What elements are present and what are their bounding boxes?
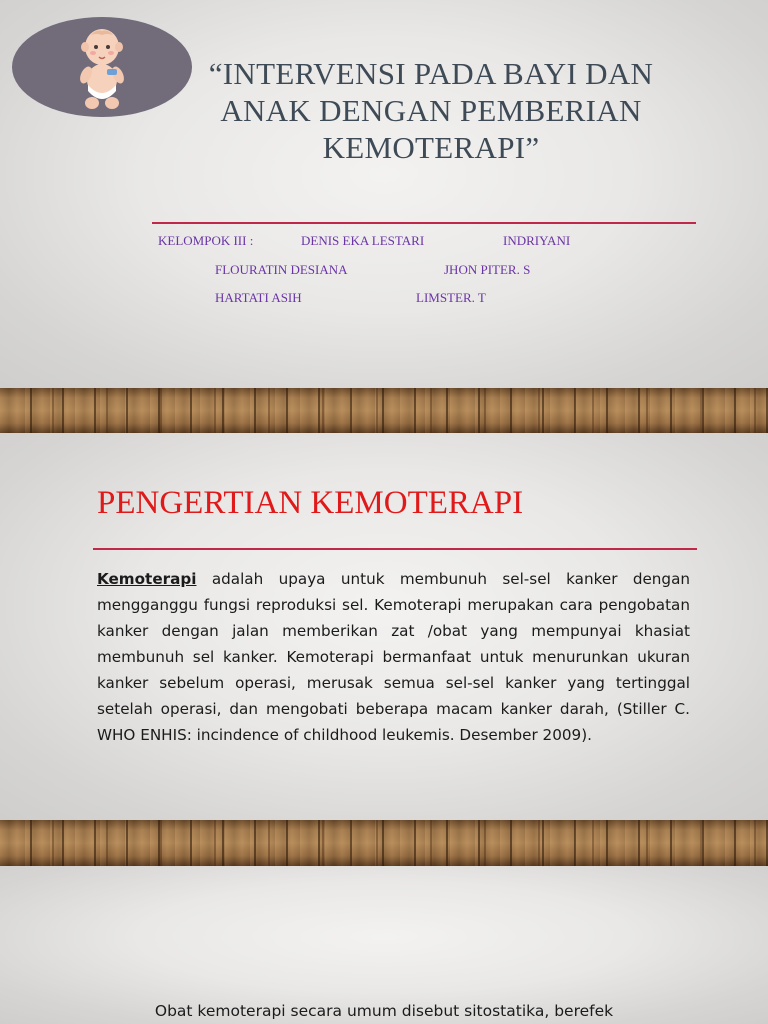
member-name: HARTATI ASIH	[215, 290, 302, 305]
wood-floor-band	[0, 820, 768, 866]
body-text: Obat kemoterapi secara umum disebut sitostatika, berefek	[154, 1002, 614, 1020]
member-name: JHON PITER. S	[444, 262, 531, 277]
title-slide	[0, 0, 768, 388]
definition-slide	[0, 433, 768, 820]
definition-paragraph	[97, 566, 690, 748]
member-name: LIMSTER. T	[416, 290, 486, 305]
divider-line	[93, 548, 697, 550]
member-name: INDRIYANI	[503, 233, 571, 248]
logo-ellipse	[12, 17, 192, 117]
member-name: DENIS EKA LESTARI	[301, 233, 425, 248]
member-name: FLOURATIN DESIANA	[215, 262, 348, 277]
term-highlight: Kemoterapi	[97, 570, 197, 588]
content-slide	[0, 866, 768, 1024]
definition-body: adalah upaya untuk membunuh sel-sel kanker dengan mengganggu fungsi reproduksi sel. Kemoterapi merupakan cara pengobatan kanker dengan jalan memberikan zat /obat yang mempunyai khasiat membunuh sel kanker. Kemoterapi bermanfaat untuk menurunkan ukuran kanker sebelum operasi, merusak semua sel-sel kanker yang tertinggal setelah operasi, dan mengobati beberapa macam kanker darah, (Stiller C. WHO ENHIS: incindence of childhood leukemis. Desember 2009).	[97, 570, 690, 744]
presentation-title: “INTERVENSI PADA BAYI DAN ANAK DENGAN PEMBERIAN KEMOTERAPI”	[208, 56, 654, 165]
baby-icon	[74, 25, 130, 111]
section-heading: PENGERTIAN KEMOTERAPI	[97, 485, 524, 521]
wood-floor-band	[0, 388, 768, 433]
divider-line	[152, 222, 696, 224]
group-label: KELOMPOK III :	[158, 233, 254, 248]
